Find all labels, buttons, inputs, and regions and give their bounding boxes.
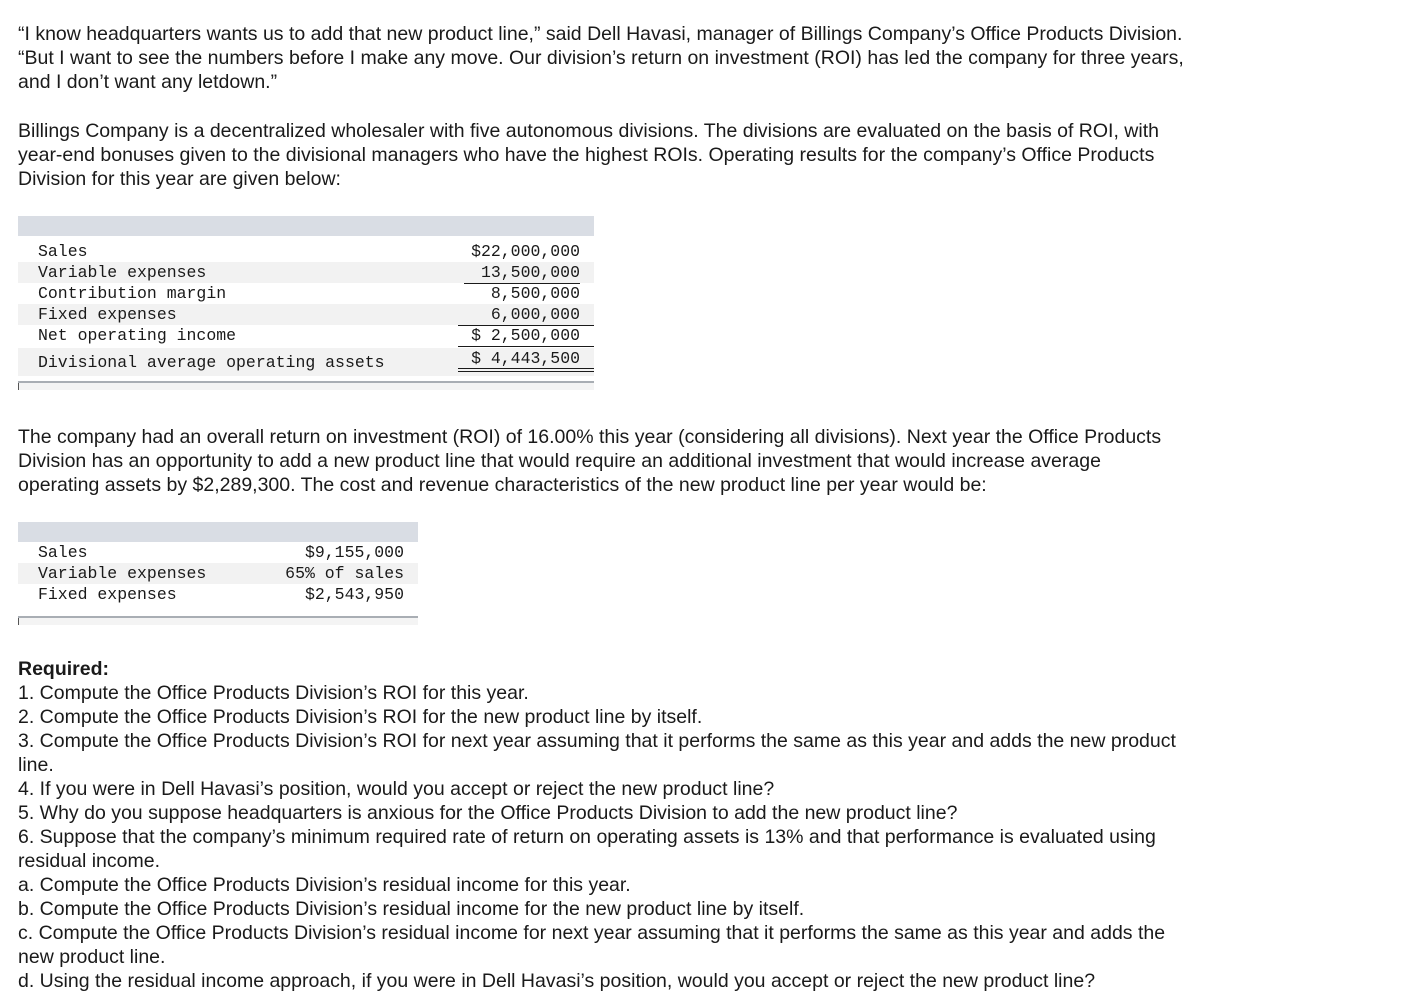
row-label: Variable expenses [38,263,207,282]
required-line: residual income. [18,850,160,872]
intro-line: “I know headquarters wants us to add that new product line,” said Dell Havasi, manager of Billings Company’s Office Products Division. [18,23,1183,45]
row-value: $9,155,000 [304,543,404,562]
operating-results-table [18,216,594,394]
row-value: 8,500,000 [490,284,580,303]
required-line: d. Using the residual income approach, if you were in Dell Havasi’s position, would you accept or reject the new product line? [18,970,1096,992]
table-row [18,304,594,325]
required-line: new product line. [18,946,166,968]
table-row [18,584,418,605]
row-value: $2,543,950 [304,585,404,604]
table-row [18,283,594,304]
row-label: Divisional average operating assets [38,353,385,372]
opportunity-line: operating assets by $2,289,300. The cost and revenue characteristics of the new product line per year would be: [18,474,987,496]
row-value: $ 4,443,500 [458,349,594,372]
opportunity-line: Division has an opportunity to add a new product line that would require an additional investment that would increase average [18,450,1101,472]
row-value: 13,500,000 [464,262,580,284]
required-line: a. Compute the Office Products Division’s residual income for this year. [18,874,631,896]
background-line: year-end bonuses given to the divisional managers who have the highest ROIs. Operating results for the company’s Office Products [18,144,1155,166]
row-label: Fixed expenses [38,585,177,604]
row-label: Sales [38,543,88,562]
table-row [18,262,594,283]
row-label: Fixed expenses [38,305,177,324]
row-label: Sales [38,242,88,261]
opportunity-paragraph [18,425,1278,497]
table-row [18,241,594,262]
background-line: Division for this year are given below: [18,168,341,190]
required-line: 4. If you were in Dell Havasi’s position, would you accept or reject the new product line? [18,778,775,800]
table-row [18,348,594,376]
intro-line: and I don’t want any letdown.” [18,71,278,93]
opportunity-line: The company had an overall return on investment (ROI) of 16.00% this year (considering all divisions). Next year the Office Products [18,426,1162,448]
required-line: b. Compute the Office Products Division’s residual income for the new product line by itself. [18,898,805,920]
table-header-bar [18,216,594,236]
intro-paragraph [18,22,1278,94]
table-header-bar [18,522,418,542]
row-label: Net operating income [38,326,237,345]
required-heading: Required: [18,658,110,680]
required-line: 6. Suppose that the company’s minimum required rate of return on operating assets is 13% and that performance is evaluated using [18,826,1156,848]
row-value: $22,000,000 [471,242,580,261]
required-line: 3. Compute the Office Products Division’s ROI for next year assuming that it performs the same as this year and adds the new product [18,730,1176,752]
required-line: 1. Compute the Office Products Division’s ROI for this year. [18,682,529,704]
table-row [18,542,418,563]
row-label: Variable expenses [38,564,207,583]
background-line: Billings Company is a decentralized wholesaler with five autonomous divisions. The divisions are evaluated on the basis of ROI, with [18,120,1159,142]
table-footer-bar [18,616,418,625]
row-value: 6,000,000 [458,304,594,326]
required-line: line. [18,754,54,776]
required-line: c. Compute the Office Products Division’s residual income for next year assuming that it performs the same as this year and adds the [18,922,1166,944]
intro-line: “But I want to see the numbers before I make any move. Our division’s return on investment (ROI) has led the company for three years, [18,47,1184,69]
background-paragraph [18,119,1278,191]
table-row [18,325,594,346]
required-line: 2. Compute the Office Products Division’s ROI for the new product line by itself. [18,706,703,728]
row-value: $ 2,500,000 [458,325,594,347]
new-product-line-table [18,522,418,628]
required-section [18,657,1288,993]
row-value: 65% of sales [285,564,404,583]
table-row [18,563,418,584]
row-label: Contribution margin [38,284,227,303]
table-footer-bar [18,381,594,390]
required-line: 5. Why do you suppose headquarters is anxious for the Office Products Division to add the new product line? [18,802,958,824]
